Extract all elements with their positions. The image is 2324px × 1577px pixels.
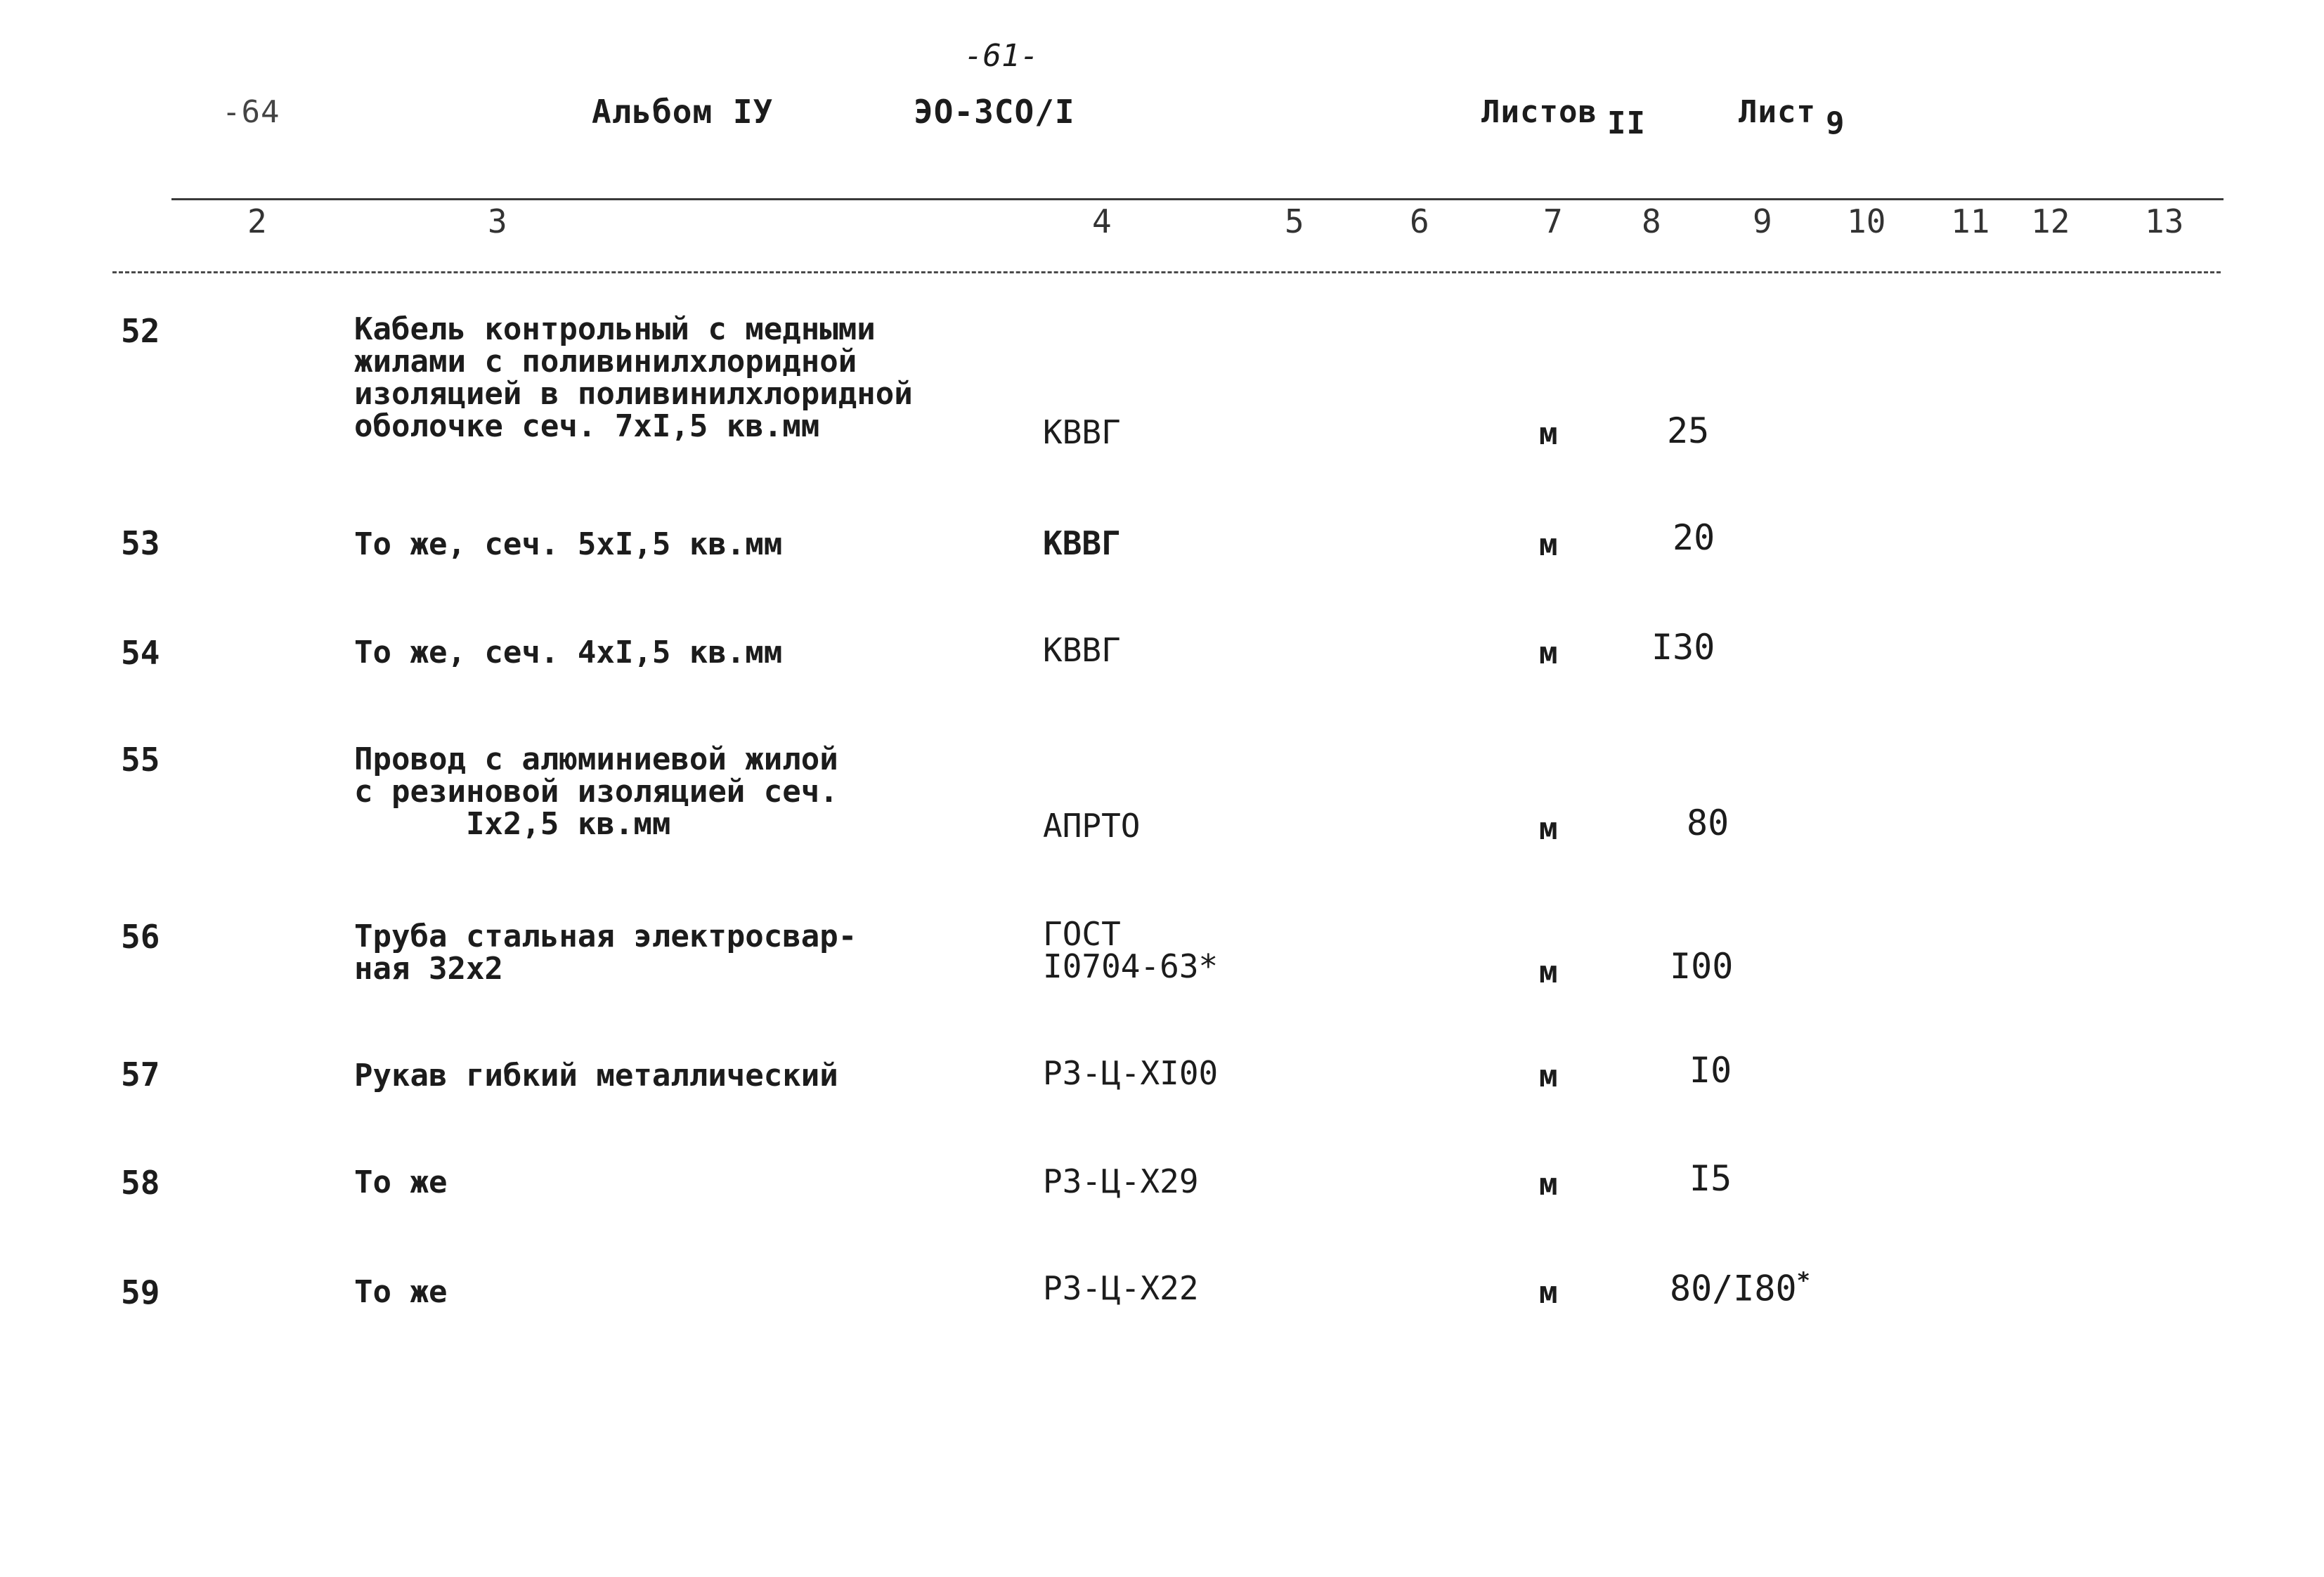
corner-number: -64: [222, 94, 280, 130]
row-quantity: 20: [1673, 517, 1715, 558]
row-description: Рукав гибкий металлический: [354, 1058, 838, 1093]
row-description: Труба стальная электросвар- ная 32x2: [354, 919, 857, 987]
row-number: 55: [121, 741, 160, 779]
row-description: То же: [354, 1164, 448, 1200]
sheets-label: Листов: [1481, 94, 1597, 130]
row-description: Кабель контрольный с медными жилами с поливинилхлоридной изоляцией в поливинилхлоридной оболочке сеч. 7xI,5 кв.мм: [354, 311, 913, 444]
row-unit: м: [1539, 1058, 1558, 1094]
row-unit: м: [1539, 416, 1558, 452]
row-description: То же, сеч. 5xI,5 кв.мм: [354, 526, 783, 562]
row-number: 54: [121, 634, 160, 672]
row-quantity: [1670, 1267, 1810, 1309]
row-quantity: I30: [1651, 627, 1715, 668]
column-number: 13: [2145, 202, 2184, 240]
row-code: АПРТО: [1043, 807, 1141, 845]
column-header-top-rule: [171, 198, 2224, 200]
column-number: 12: [2031, 202, 2070, 240]
column-number: 8: [1642, 202, 1661, 240]
sheets-value: II: [1606, 105, 1646, 141]
row-quantity: 80: [1687, 803, 1729, 843]
row-unit: м: [1539, 811, 1558, 847]
sheet-number: [1739, 94, 1845, 141]
row-description: То же: [354, 1274, 448, 1310]
row-description: Провод с алюминиевой жилой с резиновой изоляцией сеч. Ix2,5 кв.мм: [354, 741, 838, 842]
row-code: КВВГ: [1043, 524, 1121, 562]
row-code: Р3-Ц-X22: [1043, 1269, 1199, 1307]
row-number: 59: [121, 1273, 160, 1311]
row-unit: м: [1539, 527, 1558, 563]
column-number: 7: [1543, 202, 1563, 240]
row-quantity: 25: [1667, 410, 1710, 451]
row-quantity: I0: [1689, 1050, 1732, 1091]
row-unit: м: [1539, 954, 1558, 990]
row-quantity-value: 80/I80: [1670, 1268, 1797, 1309]
row-code: Р3-Ц-X29: [1043, 1162, 1199, 1200]
page-number: -61-: [964, 38, 1039, 74]
sheet-label: Лист: [1739, 94, 1816, 130]
row-number: 58: [121, 1164, 160, 1202]
row-number: 56: [121, 918, 160, 956]
row-quantity-footnote-mark: *: [1796, 1267, 1810, 1294]
row-code: ГОСТ I0704-63*: [1043, 915, 1219, 985]
column-number: 10: [1847, 202, 1886, 240]
series-code: ЭО-3СО/I: [914, 93, 1075, 131]
row-number: 57: [121, 1056, 160, 1093]
column-number: 11: [1951, 202, 1990, 240]
row-number: 53: [121, 524, 160, 562]
column-number: 4: [1092, 202, 1112, 240]
row-description: То же, сеч. 4xI,5 кв.мм: [354, 635, 783, 670]
column-number: 9: [1753, 202, 1772, 240]
row-unit: м: [1539, 635, 1558, 671]
row-code: КВВГ: [1043, 631, 1121, 669]
album-label: Альбом IУ: [592, 93, 774, 131]
column-number: 2: [247, 202, 267, 240]
sheet-value: 9: [1825, 105, 1845, 141]
column-header-bottom-rule: [112, 271, 2221, 273]
row-quantity: I00: [1670, 946, 1734, 987]
row-code: КВВГ: [1043, 413, 1121, 451]
row-code: Р3-Ц-XI00: [1043, 1054, 1219, 1092]
sheets-count: [1481, 94, 1646, 141]
column-number: 3: [488, 202, 507, 240]
row-quantity: I5: [1689, 1158, 1732, 1199]
row-unit: м: [1539, 1167, 1558, 1202]
column-number: 5: [1285, 202, 1304, 240]
column-number: 6: [1410, 202, 1429, 240]
row-unit: м: [1539, 1275, 1558, 1311]
row-number: 52: [121, 312, 160, 350]
